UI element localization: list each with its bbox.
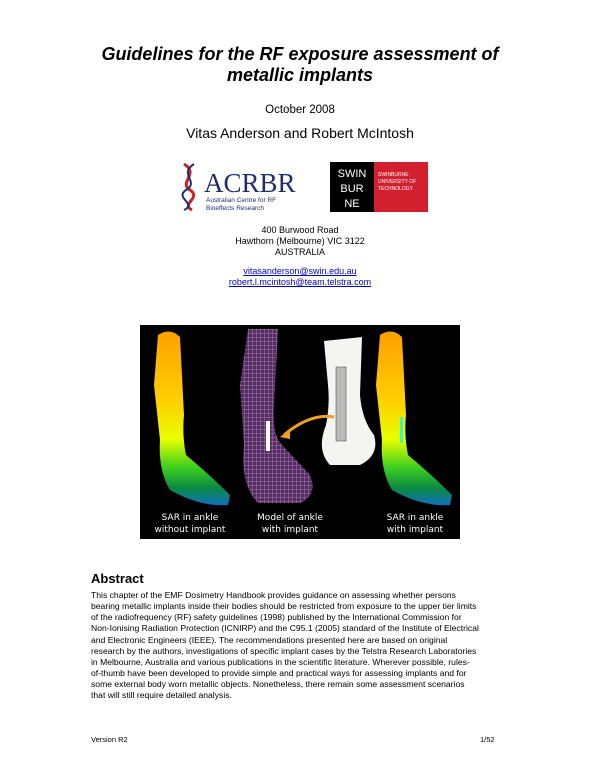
email-links	[0, 266, 600, 288]
acrbr-logo	[176, 160, 306, 212]
document-title	[0, 44, 600, 86]
abstract-line: that will still require detailed analysis.	[91, 690, 232, 701]
abstract-line: research by the authors, investigations of specific implant cases by the Telstra Research Laboratories	[91, 645, 477, 656]
postal-address	[0, 225, 600, 258]
figure-label-3-line-2: with implant	[386, 525, 444, 535]
figure-label-1-line-2: without implant	[154, 525, 226, 535]
ankle-model-mesh	[240, 329, 312, 503]
abstract-line: This chapter of the EMF Dosimetry Handbook provides guidance on assessing whether persons	[91, 590, 456, 600]
address-line-2: Hawthorn (Melbourne) VIC 3122	[235, 236, 365, 246]
dna-helix-icon	[176, 160, 306, 212]
address-line-1: 400 Burwood Road	[261, 225, 339, 235]
email-link-anderson[interactable]: vitasanderson@swin.edu.au	[243, 266, 357, 276]
sar-leg-without-implant	[154, 331, 230, 505]
footer-version: Version R2	[91, 735, 128, 744]
abstract-line: Non-Ionising Radiation Protection (ICNIRP) and the C95.1 (2005) standard of the Institute of Electrical	[91, 623, 479, 634]
svg-text:TECHNOLOGY: TECHNOLOGY	[378, 186, 414, 192]
figure-label-2-line-2: with implant	[261, 525, 319, 535]
svg-text:NE: NE	[344, 198, 360, 210]
publication-date: October 2008	[265, 104, 335, 116]
figure-label-2-line-1: Model of ankle	[257, 513, 323, 523]
abstract-line: some external body worn metallic objects. Nonetheless, there remain some assessment scenarios	[91, 679, 465, 690]
abstract-body	[91, 590, 511, 702]
svg-text:Bioeffects Research: Bioeffects Research	[206, 205, 265, 212]
implant-marker	[266, 421, 270, 451]
authors: Vitas Anderson and Robert McIntosh	[186, 125, 414, 141]
ankle-sar-figure	[140, 325, 460, 539]
abstract-line: in Melbourne, Australia and various publications in the scientific literature. Wherever possible, rules-	[91, 656, 470, 667]
swinburne-logo	[330, 162, 428, 212]
figure-label-3-line-1: SAR in ankle	[386, 513, 444, 523]
title-line-2: metallic implants	[226, 65, 374, 85]
svg-text:UNIVERSITY OF: UNIVERSITY OF	[378, 179, 417, 185]
address-line-3: AUSTRALIA	[274, 247, 325, 257]
acrbr-wordmark: ACRBR	[204, 168, 296, 198]
bone-implant-illustration	[322, 337, 376, 465]
abstract-line: and Electronic Engineers (IEEE). The recommendations presented here are based on original	[91, 634, 448, 645]
abstract-line: of the radiofrequency (RF) safety guidelines (1998) published by the International Commission for	[91, 612, 462, 623]
title-line-1: Guidelines for the RF exposure assessment of	[101, 44, 499, 64]
abstract-line: bearing metallic implants inside their bodies should be restricted from exposure to the upper tier limits	[91, 601, 477, 612]
sar-leg-with-implant	[376, 331, 452, 505]
svg-text:SWIN: SWIN	[337, 168, 367, 180]
email-link-mcintosh[interactable]: robert.l.mcintosh@team.telstra.com	[228, 277, 372, 287]
abstract-heading: Abstract	[91, 571, 144, 586]
abstract-line: of-thumb have been developed to provide simple and practical ways for assessing implants and for	[91, 668, 467, 679]
svg-text:Australian Centre for RF: Australian Centre for RF	[206, 197, 277, 204]
svg-text:BUR: BUR	[340, 183, 364, 195]
figure-label-1-line-1: SAR in ankle	[161, 513, 219, 523]
svg-text:SWINBURNE: SWINBURNE	[378, 172, 409, 178]
footer-page-number: 1/52	[480, 735, 495, 744]
